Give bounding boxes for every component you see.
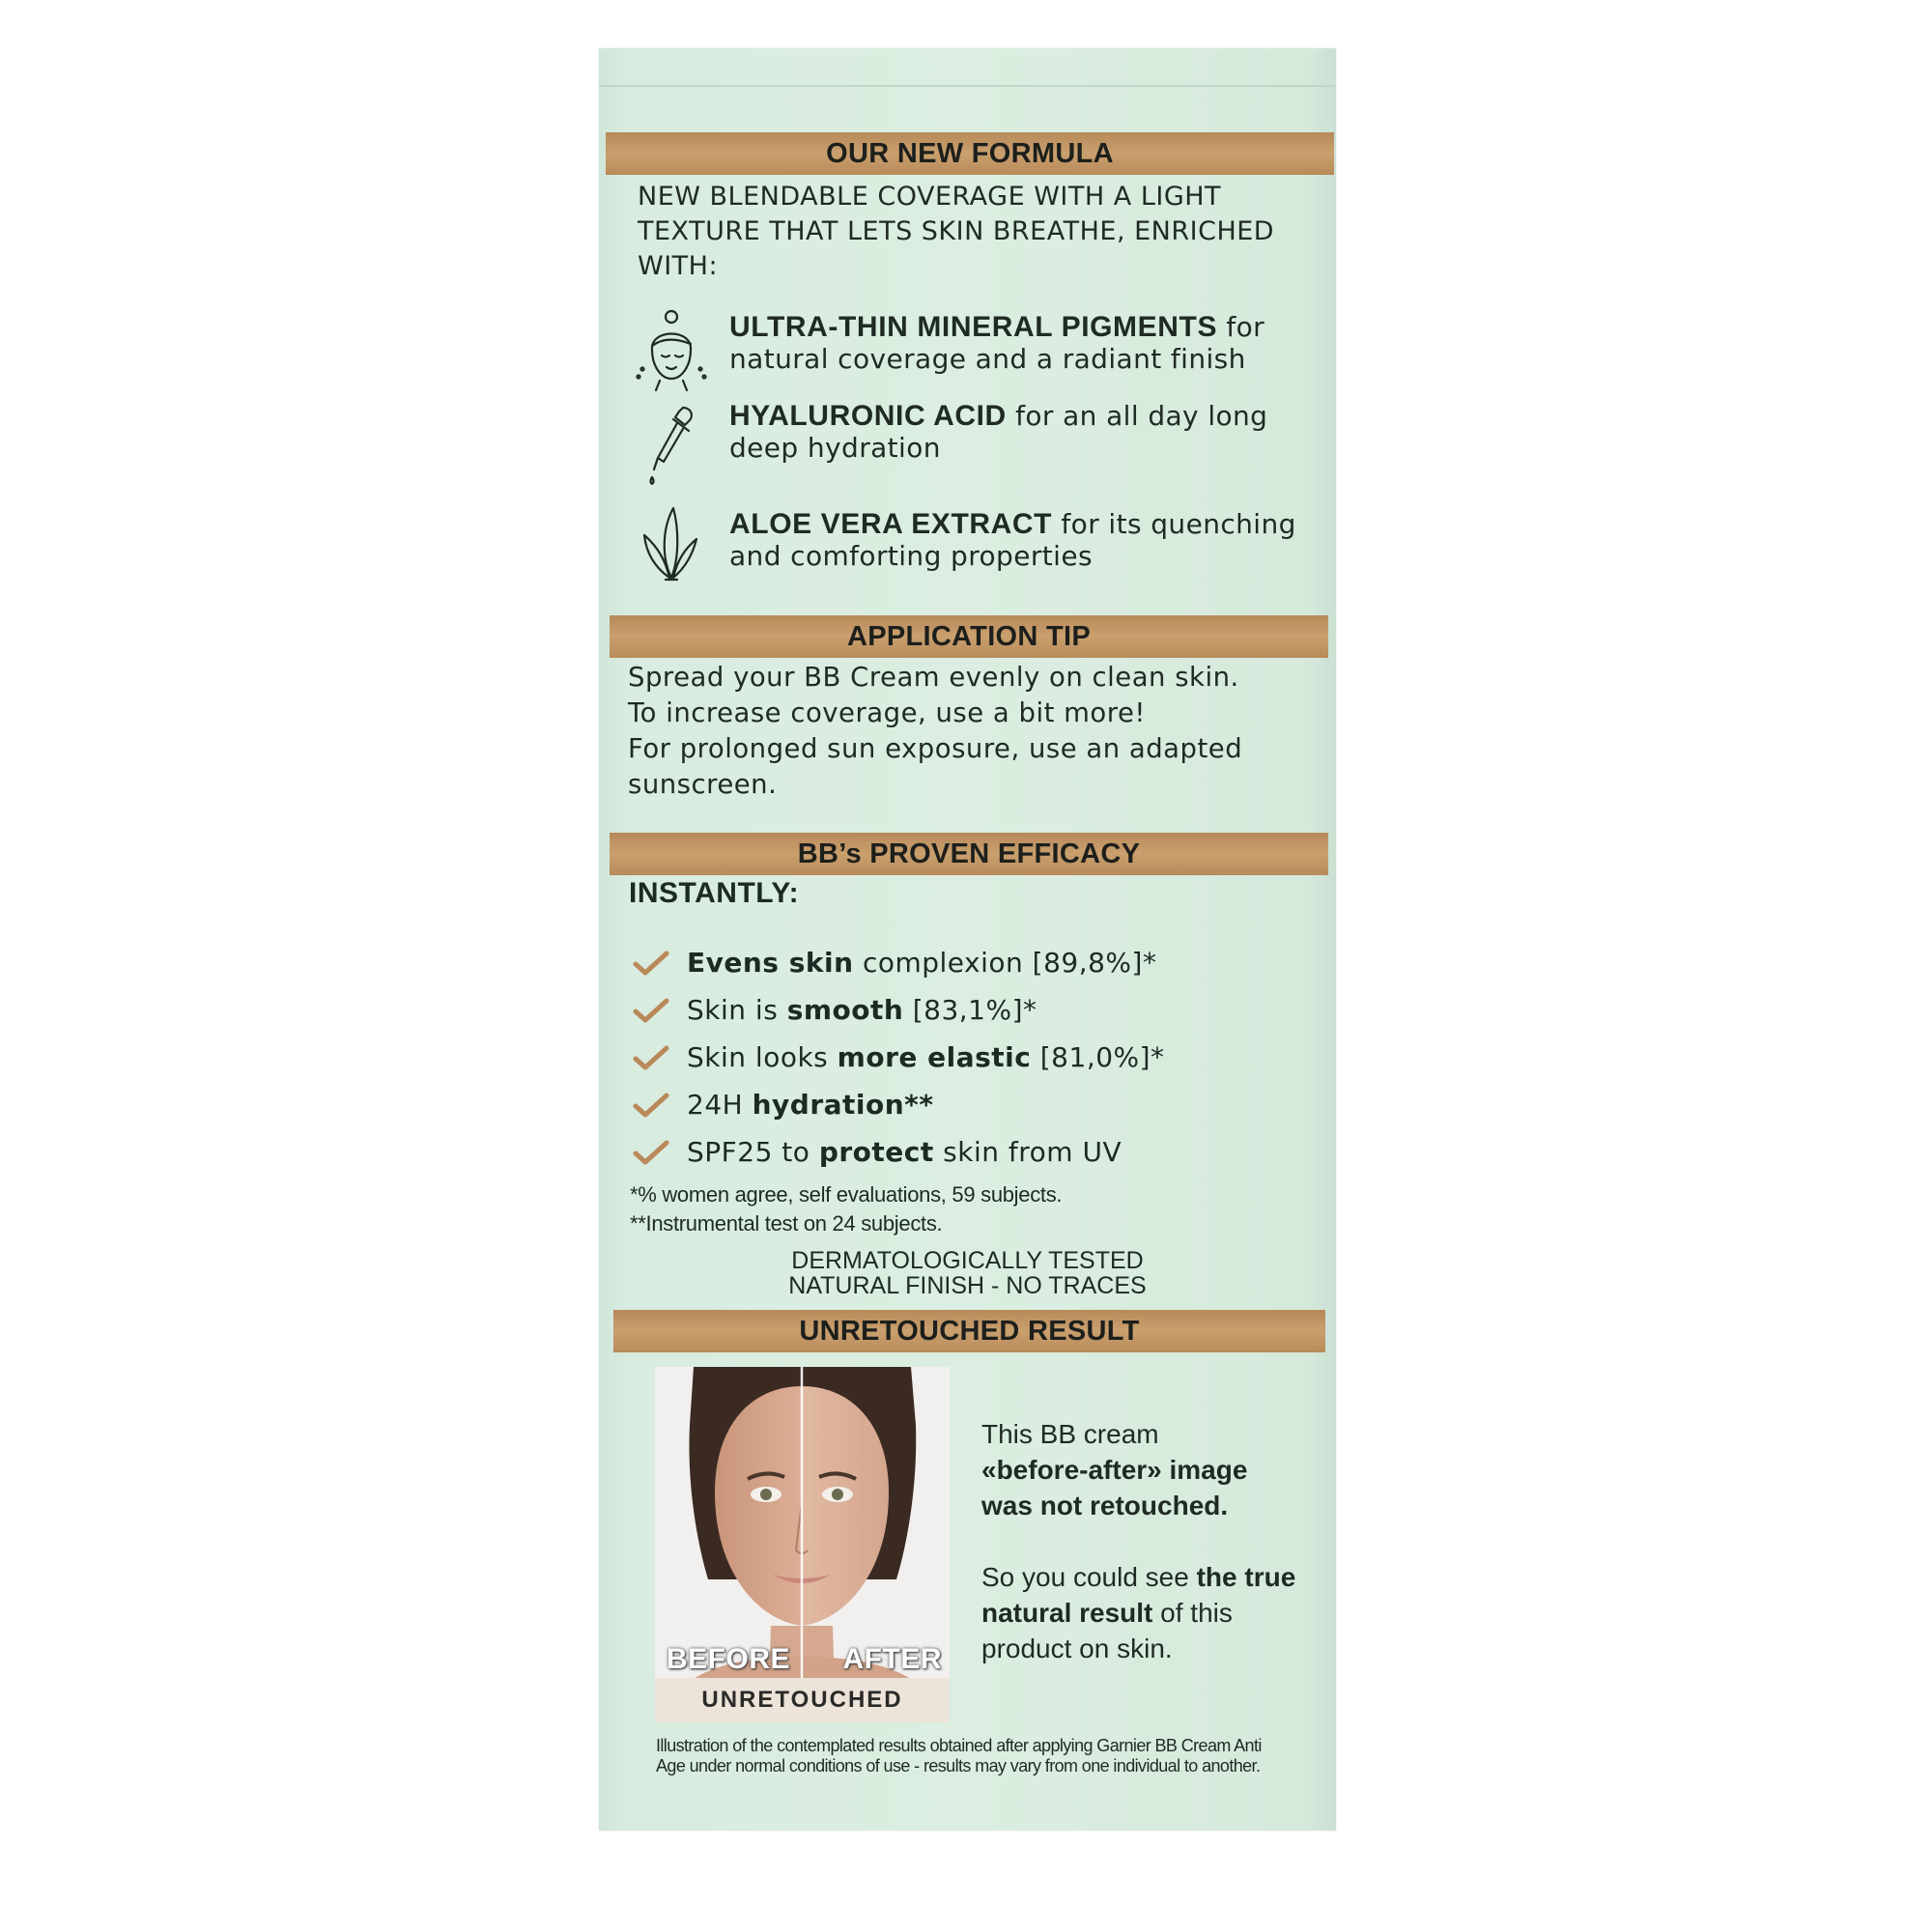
claim-part: complexion [89,8%]* [853,947,1157,979]
claim-item [633,947,1156,979]
flap-crease [599,85,1336,87]
unretouched-label: UNRETOUCHED [655,1678,950,1722]
checkmark-icon [633,1138,669,1167]
footnotes [630,1180,1062,1238]
ingredient-name: ALOE VERA EXTRACT [729,508,1053,540]
ingredient-desc: for an all day long deep hydration [729,400,1268,464]
claim-text [687,947,1156,979]
claim-bold: protect [818,1136,934,1168]
aloe-leaf-icon [633,500,710,587]
claim-bold: Evens skin [687,947,854,979]
footnote: **Instrumental test on 24 subjects. [630,1211,943,1236]
ingredient-text [729,311,1328,375]
ingredient-item [633,402,1328,489]
claim-bold: hydration** [752,1089,934,1121]
result-text-bold: the true natural result [981,1562,1296,1628]
face-icon [633,307,710,394]
claim-text [687,994,1037,1026]
after-label: AFTER [842,1643,942,1675]
result-description [981,1416,1300,1666]
claim-part: 24H [687,1089,753,1121]
dropper-icon [633,402,710,489]
claim-part: [81,0%]* [1031,1041,1165,1073]
tip-heading: APPLICATION TIP [610,615,1328,658]
claim-text [687,1041,1165,1073]
claim-part: SPF25 to [687,1136,819,1168]
result-para-1 [981,1416,1300,1523]
ingredient-item [633,500,1328,587]
ingredient-text [729,400,1328,464]
finish-claim: NATURAL FINISH - NO TRACES [788,1272,1147,1299]
claim-part: Skin looks [687,1041,838,1073]
result-text-bold: «before-after» image was not retouched. [981,1455,1248,1520]
claim-bold: more elastic [837,1041,1032,1073]
result-heading: UNRETOUCHED RESULT [613,1310,1325,1352]
formula-intro: NEW BLENDABLE COVERAGE WITH A LIGHT TEXTURE THAT LETS SKIN BREATHE, ENRICHED WITH: [638,182,1275,281]
tip-text [628,660,1323,803]
tested-claim: DERMATOLOGICALLY TESTED [791,1247,1144,1274]
claim-part: Skin is [687,994,787,1026]
ingredient-name: ULTRA-THIN MINERAL PIGMENTS [729,311,1218,343]
efficacy-heading: BB’s PROVEN EFFICACY [610,833,1328,875]
result-text: So you could see [981,1562,1197,1592]
before-after-photo [655,1367,950,1722]
formula-heading: OUR NEW FORMULA [606,132,1334,175]
ingredient-text [729,508,1328,572]
footnote: *% women agree, self evaluations, 59 subjects. [630,1182,1063,1207]
ingredient-item [633,307,1328,394]
claim-bold: smooth [786,994,904,1026]
result-para-2 [981,1559,1300,1666]
checkmark-icon [633,996,669,1025]
before-label: BEFORE [667,1643,791,1675]
result-text: This BB cream [981,1419,1159,1449]
result-text: of this product on skin. [981,1598,1233,1663]
tip-line: Spread your BB Cream evenly on clean skin. [628,662,1239,693]
tip-line: To increase coverage, use a bit more! [628,697,1146,728]
claim-item [633,1089,933,1121]
claim-part: [83,1%]* [903,994,1037,1026]
claim-item [633,1041,1165,1073]
claim-text [687,1089,933,1121]
ingredient-name: HYALURONIC ACID [729,400,1007,432]
claim-part: skin from UV [933,1136,1122,1168]
tip-line: For prolonged sun exposure, use an adapted sunscreen. [628,733,1243,800]
checkmark-icon [633,1043,669,1072]
claim-item [633,1136,1122,1168]
efficacy-subtitle: INSTANTLY: [629,877,800,909]
result-disclaimer: Illustration of the contemplated results obtained after applying Garnier BB Cream Anti Age under normal conditions of use - results may vary from one individual to another. [656,1736,1262,1776]
checkmark-icon [633,1091,669,1120]
checkmark-icon [633,949,669,978]
ingredient-desc: for its quenching and comforting properties [729,508,1296,572]
claim-item [633,994,1037,1026]
claim-text [687,1136,1122,1168]
ingredient-desc: for natural coverage and a radiant finish [729,311,1265,375]
